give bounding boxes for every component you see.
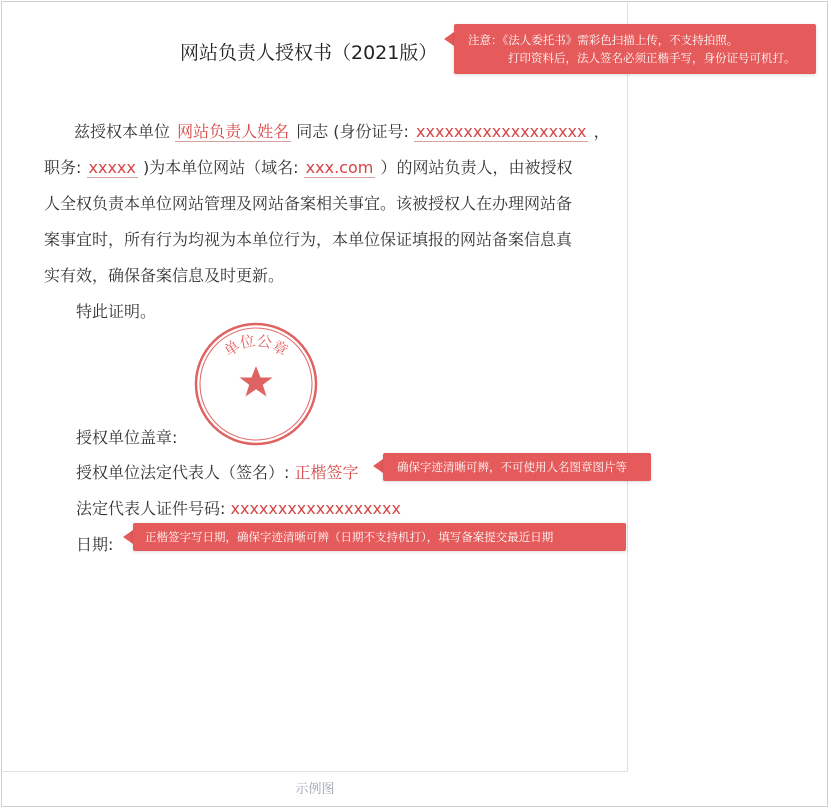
note-date-pointer: [123, 530, 133, 544]
stamp-label: 授权单位盖章:: [76, 428, 178, 447]
para-line-3: 人全权负责本单位网站管理及网站备案相关事宜。该被授权人在办理网站备: [44, 194, 573, 213]
rep-label: 授权单位法定代表人（签名）:: [76, 463, 290, 482]
para-line-1: [74, 119, 610, 142]
rep-id-value: xxxxxxxxxxxxxxxxxx: [230, 499, 401, 518]
text-role: ）的网站负责人，由被授权: [380, 158, 573, 177]
company-seal: [194, 322, 318, 446]
caption-divider: [1, 771, 628, 772]
page-edge: [627, 1, 628, 772]
note-signature: 确保字迹清晰可辨，不可使用人名图章图片等: [383, 453, 651, 481]
field-id-number: xxxxxxxxxxxxxxxxxx: [416, 122, 587, 141]
seal-star-icon: [240, 366, 273, 397]
document-title: 网站负责人授权书（2021版）: [180, 42, 438, 64]
note-signature-pointer: [373, 459, 383, 473]
note-top-line-2: 打印资料后，法人签名必须正楷手写，身份证号可机打。: [508, 51, 796, 65]
para-line-5: 实有效，确保备案信息及时更新。: [44, 266, 285, 285]
note-top: [454, 24, 816, 74]
note-top-line-1: 注意：《法人委托书》需彩色扫描上传，不支持拍照。: [468, 33, 739, 47]
rep-line: [76, 460, 359, 483]
proof-line: 特此证明。: [76, 302, 157, 321]
example-caption: 示例图: [295, 782, 335, 797]
text-comma: ，: [593, 122, 610, 141]
text-grant: 兹授权本单位: [74, 122, 171, 141]
text-domain-label: )为本单位网站（域名:: [142, 158, 299, 177]
field-domain: xxx.com: [305, 158, 374, 177]
field-job: xxxxx: [88, 158, 136, 177]
rep-signature: 正楷签字: [294, 463, 359, 482]
rep-id-line: [76, 496, 401, 519]
note-top-pointer: [444, 32, 454, 46]
para-line-4: 案事宜时，所有行为均视为本单位行为，本单位保证填报的网站备案信息真: [44, 230, 573, 249]
field-person-name: 网站负责人姓名: [177, 122, 290, 141]
rep-id-label: 法定代表人证件号码:: [76, 499, 226, 518]
text-id-label: 同志 (身份证号:: [296, 122, 409, 141]
note-date: 正楷签字写日期，确保字迹清晰可辨（日期不支持机打），填写备案提交最近日期: [133, 523, 626, 551]
date-label: 日期:: [76, 535, 114, 554]
seal-text: 单位公章: [220, 331, 292, 361]
para-line-2: [44, 155, 572, 178]
text-job-label: 职务:: [44, 158, 82, 177]
